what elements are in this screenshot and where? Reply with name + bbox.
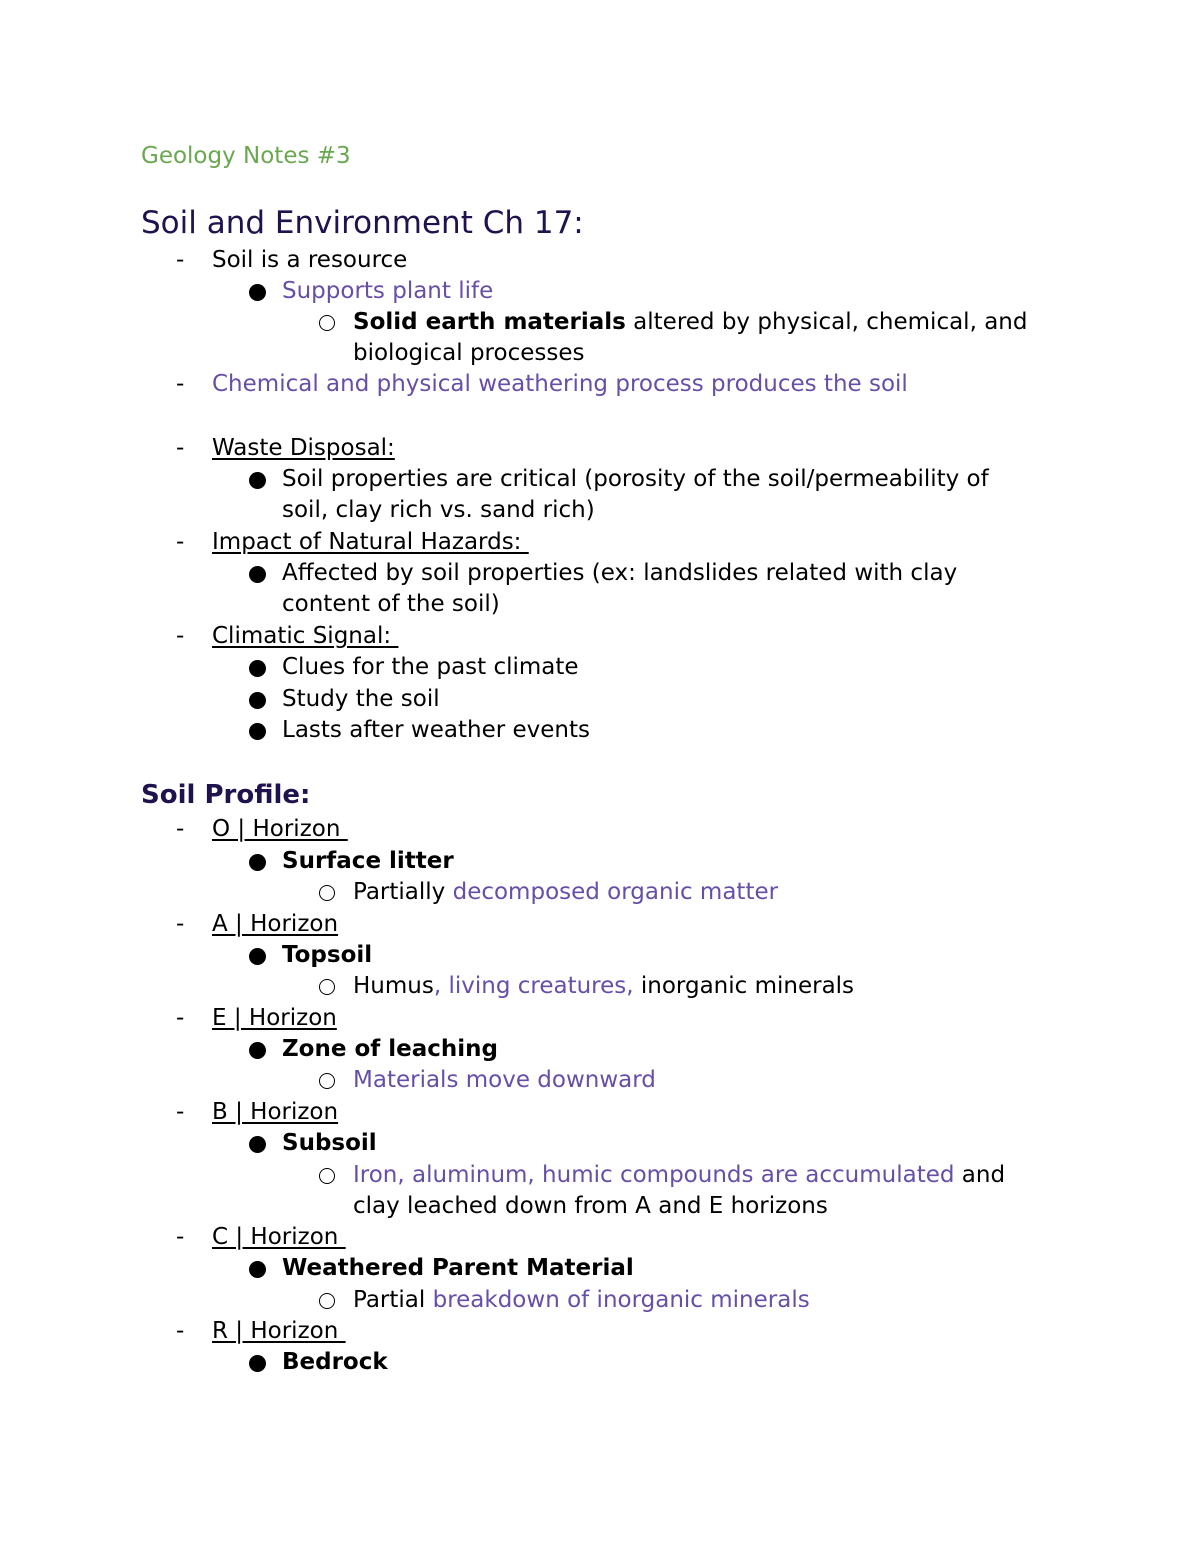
dash-bullet: - bbox=[176, 816, 185, 842]
horizon-name: Zone of leaching bbox=[282, 1036, 499, 1062]
dash-bullet: - bbox=[176, 1318, 185, 1344]
filled-bullet bbox=[249, 1042, 266, 1059]
horizon-label: A | Horizon bbox=[212, 911, 339, 937]
horizon-name: Topsoil bbox=[282, 942, 373, 968]
dash-bullet: - bbox=[176, 911, 185, 937]
list-item: Soil is a resource bbox=[212, 247, 408, 273]
filled-bullet bbox=[249, 284, 266, 301]
list-item: Affected by soil properties (ex: landslides related with clay bbox=[282, 560, 958, 586]
list-item-text: altered by physical, chemical, and bbox=[625, 309, 1028, 335]
dash-bullet: - bbox=[176, 1224, 185, 1250]
list-item-continuation: soil, clay rich vs. sand rich) bbox=[282, 497, 595, 523]
horizon-detail bbox=[353, 876, 778, 908]
list-item-heading: Climatic Signal: bbox=[212, 623, 399, 649]
horizon-detail bbox=[353, 1159, 1005, 1191]
section-heading-soil-profile: Soil Profile: bbox=[141, 780, 311, 810]
hollow-bullet bbox=[319, 315, 335, 331]
horizon-label: C | Horizon bbox=[212, 1224, 346, 1250]
section-heading-soil-environment: Soil and Environment Ch 17: bbox=[141, 205, 584, 241]
hollow-bullet bbox=[319, 1168, 335, 1184]
list-item: Chemical and physical weathering process produces the soil bbox=[212, 371, 908, 397]
list-item: Study the soil bbox=[282, 686, 440, 712]
horizon-detail bbox=[353, 1284, 810, 1316]
horizon-name: Surface litter bbox=[282, 848, 454, 874]
list-item bbox=[353, 306, 1027, 338]
list-item-heading: Waste Disposal: bbox=[212, 435, 395, 461]
document-title: Geology Notes #3 bbox=[141, 143, 351, 169]
filled-bullet bbox=[249, 472, 266, 489]
horizon-detail bbox=[353, 970, 854, 1002]
dash-bullet: - bbox=[176, 435, 185, 461]
detail-highlight: Iron, aluminum, humic compounds are accumulated bbox=[353, 1162, 955, 1188]
detail-text: Partial bbox=[353, 1287, 433, 1313]
hollow-bullet bbox=[319, 1073, 335, 1089]
horizon-name: Subsoil bbox=[282, 1130, 377, 1156]
horizon-detail-continuation: clay leached down from A and E horizons bbox=[353, 1193, 828, 1219]
hollow-bullet bbox=[319, 1293, 335, 1309]
list-item: Clues for the past climate bbox=[282, 654, 579, 680]
bold-term: Solid earth materials bbox=[353, 309, 626, 335]
filled-bullet bbox=[249, 1355, 266, 1372]
detail-text: and bbox=[954, 1162, 1006, 1188]
dash-bullet: - bbox=[176, 247, 185, 273]
list-item-continuation: content of the soil) bbox=[282, 591, 500, 617]
filled-bullet bbox=[249, 692, 266, 709]
detail-highlight: decomposed organic matter bbox=[452, 879, 779, 905]
list-item: Soil properties are critical (porosity of the soil/permeability of bbox=[282, 466, 989, 492]
detail-text: inorganic minerals bbox=[633, 973, 855, 999]
horizon-label: R | Horizon bbox=[212, 1318, 346, 1344]
filled-bullet bbox=[249, 948, 266, 965]
dash-bullet: - bbox=[176, 371, 185, 397]
detail-text: Partially bbox=[353, 879, 453, 905]
filled-bullet bbox=[249, 854, 266, 871]
horizon-label: E | Horizon bbox=[212, 1005, 337, 1031]
list-item-continuation: biological processes bbox=[353, 340, 585, 366]
hollow-bullet bbox=[319, 885, 335, 901]
dash-bullet: - bbox=[176, 1005, 185, 1031]
dash-bullet: - bbox=[176, 1099, 185, 1125]
filled-bullet bbox=[249, 723, 266, 740]
dash-bullet: - bbox=[176, 529, 185, 555]
dash-bullet: - bbox=[176, 623, 185, 649]
detail-text: Humus bbox=[353, 973, 434, 999]
list-item: Supports plant life bbox=[282, 278, 494, 304]
horizon-detail: Materials move downward bbox=[353, 1067, 656, 1093]
hollow-bullet bbox=[319, 979, 335, 995]
horizon-label: O | Horizon bbox=[212, 816, 348, 842]
horizon-name: Bedrock bbox=[282, 1349, 388, 1375]
horizon-label: B | Horizon bbox=[212, 1099, 339, 1125]
filled-bullet bbox=[249, 1261, 266, 1278]
filled-bullet bbox=[249, 660, 266, 677]
detail-highlight: , living creatures, bbox=[433, 973, 634, 999]
list-item: Lasts after weather events bbox=[282, 717, 590, 743]
filled-bullet bbox=[249, 566, 266, 583]
detail-highlight: breakdown of inorganic minerals bbox=[432, 1287, 810, 1313]
filled-bullet bbox=[249, 1136, 266, 1153]
list-item-heading: Impact of Natural Hazards: bbox=[212, 529, 529, 555]
horizon-name: Weathered Parent Material bbox=[282, 1255, 634, 1281]
